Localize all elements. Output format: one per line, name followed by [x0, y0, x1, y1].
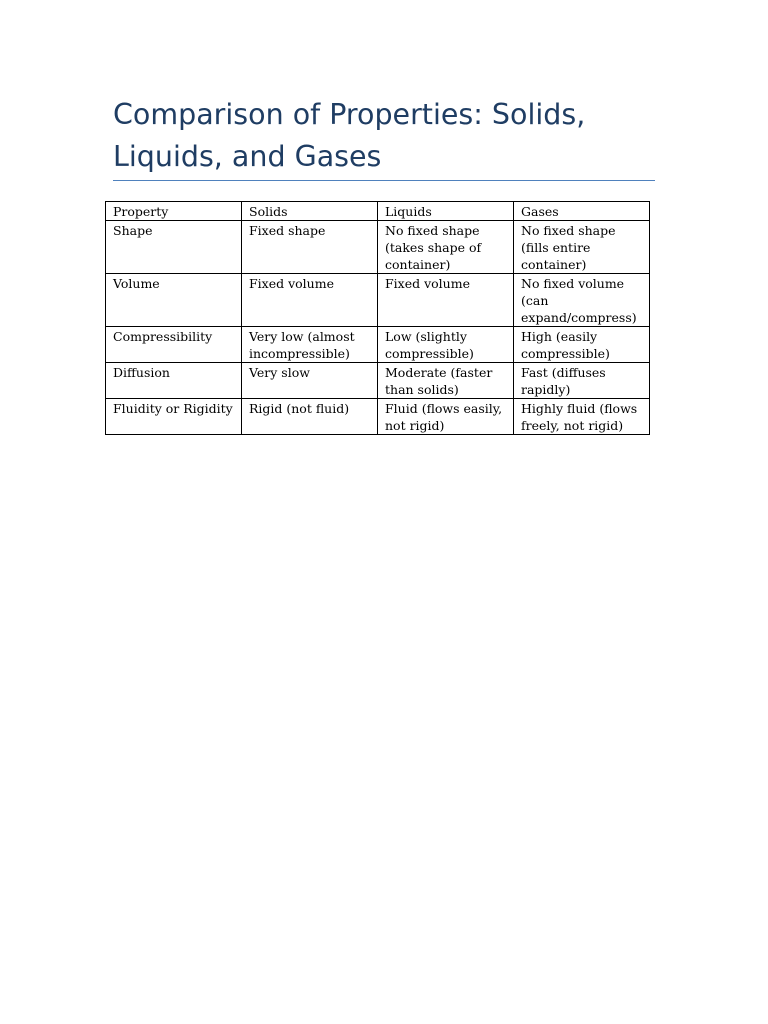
table-cell: No fixed shape (takes shape of container)	[378, 221, 514, 274]
table-cell: Highly fluid (flows freely, not rigid)	[514, 399, 650, 435]
table-cell: Rigid (not fluid)	[242, 399, 378, 435]
table-cell: Moderate (faster than solids)	[378, 363, 514, 399]
table-cell: Fixed volume	[378, 274, 514, 327]
table-cell: Diffusion	[106, 363, 242, 399]
table-cell: Fluidity or Rigidity	[106, 399, 242, 435]
properties-table	[105, 201, 650, 435]
table-row	[106, 221, 650, 274]
title-divider	[113, 180, 655, 181]
table-cell: Shape	[106, 221, 242, 274]
header-cell: Gases	[514, 202, 650, 221]
header-cell: Liquids	[378, 202, 514, 221]
table-cell: Volume	[106, 274, 242, 327]
table-cell: Compressibility	[106, 327, 242, 363]
table-cell: Fixed shape	[242, 221, 378, 274]
table-cell: Fast (diffuses rapidly)	[514, 363, 650, 399]
table-cell: Very low (almost incompressible)	[242, 327, 378, 363]
header-cell: Property	[106, 202, 242, 221]
table-row	[106, 327, 650, 363]
header-cell: Solids	[242, 202, 378, 221]
table-row	[106, 399, 650, 435]
table-cell: No fixed shape (fills entire container)	[514, 221, 650, 274]
table-cell: Fixed volume	[242, 274, 378, 327]
table-cell: High (easily compressible)	[514, 327, 650, 363]
document-title: Comparison of Properties: Solids, Liquids, and Gases	[113, 98, 586, 173]
table-header-row	[106, 202, 650, 221]
table-cell: Very slow	[242, 363, 378, 399]
table-row	[106, 274, 650, 327]
table-cell: No fixed volume (can expand/compress)	[514, 274, 650, 327]
table-row	[106, 363, 650, 399]
table-cell: Low (slightly compressible)	[378, 327, 514, 363]
table-cell: Fluid (flows easily, not rigid)	[378, 399, 514, 435]
